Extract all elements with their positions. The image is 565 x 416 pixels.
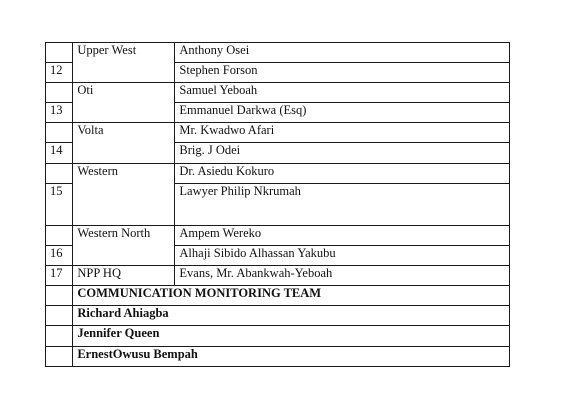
table-row [46,123,510,143]
row-number-cell: 13 [46,103,73,123]
name-cell: Lawyer Philip Nkrumah [175,184,510,226]
region-cell: Western North [73,226,175,266]
table-row [46,347,510,367]
region-cell: NPP HQ [73,266,175,286]
name-cell: Dr. Asiedu Kokuro [175,164,510,184]
team-heading: COMMUNICATION MONITORING TEAM [73,286,510,306]
row-number-cell [46,347,73,367]
row-number-cell: 12 [46,63,73,83]
name-cell: Anthony Osei [175,43,510,63]
name-cell: Evans, Mr. Abankwah-Yeboah [175,266,510,286]
name-cell: Alhaji Sibido Alhassan Yakubu [175,246,510,266]
table-row [46,286,510,306]
row-number-cell [46,123,73,143]
row-number-cell [46,226,73,246]
table-row [46,43,510,63]
region-cell: Oti [73,83,175,123]
name-cell: Ampem Wereko [175,226,510,246]
table-row [46,164,510,184]
row-number-cell: 14 [46,143,73,164]
table-row [46,306,510,326]
row-number-cell [46,286,73,306]
table-row [46,83,510,103]
name-cell: Brig. J Odei [175,143,510,164]
region-cell: Volta [73,123,175,164]
row-number-cell: 16 [46,246,73,266]
row-number-cell: 15 [46,184,73,226]
name-cell: Emmanuel Darkwa (Esq) [175,103,510,123]
row-number-cell [46,306,73,326]
table-row [46,226,510,246]
delegates-table [45,42,510,367]
team-member: Jennifer Queen [73,326,510,347]
table-row [46,266,510,286]
row-number-cell [46,83,73,103]
row-number-cell [46,43,73,63]
region-cell: Upper West [73,43,175,83]
row-number-cell: 17 [46,266,73,286]
name-cell: Samuel Yeboah [175,83,510,103]
name-cell: Stephen Forson [175,63,510,83]
table-row [46,326,510,347]
row-number-cell [46,326,73,347]
row-number-cell [46,164,73,184]
team-member: Richard Ahiagba [73,306,510,326]
team-member: ErnestOwusu Bempah [73,347,510,367]
region-cell: Western [73,164,175,226]
name-cell: Mr. Kwadwo Afari [175,123,510,143]
